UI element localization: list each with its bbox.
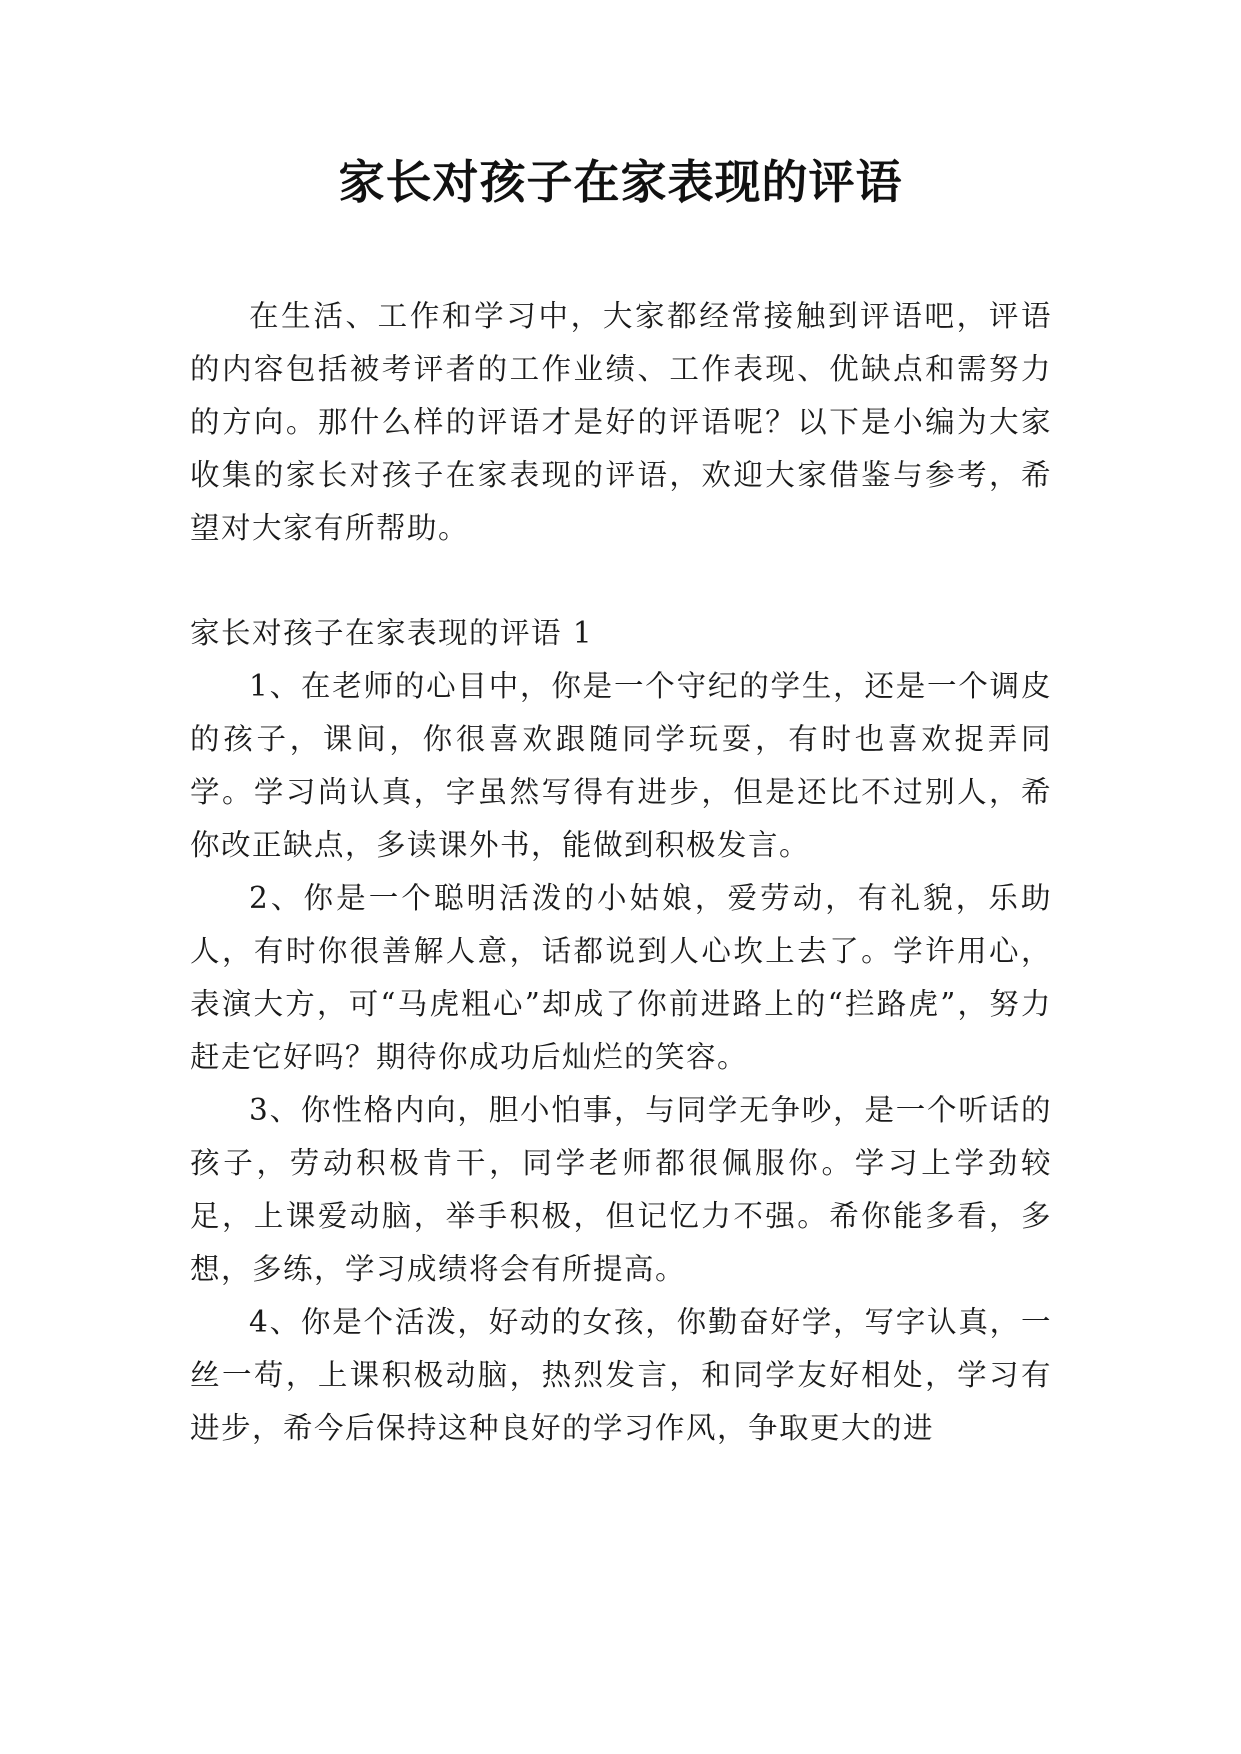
section-heading: 家长对孩子在家表现的评语 1: [190, 616, 594, 650]
document-body: [190, 290, 1052, 1455]
list-item: 1、在老师的心目中，你是一个守纪的学生，还是一个调皮的孩子，课间，你很喜欢跟随同学玩耍，有时也喜欢捉弄同学。学习尚认真，字虽然写得有进步，但是还比不过别人，希你改正缺点，多读课外书，能做到积极发言。: [190, 669, 1052, 862]
intro-paragraph: 在生活、工作和学习中，大家都经常接触到评语吧，评语的内容包括被考评者的工作业绩、工作表现、优缺点和需努力的方向。那什么样的评语才是好的评语呢？以下是小编为大家收集的家长对孩子在家表现的评语，欢迎大家借鉴与参考，希望对大家有所帮助。: [190, 299, 1052, 545]
page-title: 家长对孩子在家表现的评语: [338, 155, 903, 209]
list-item: 2、你是一个聪明活泼的小姑娘，爱劳动，有礼貌，乐助人，有时你很善解人意，话都说到人心坎上去了。学许用心，表演大方，可“马虎粗心”却成了你前进路上的“拦路虎”，努力赶走它好吗？期待你成功后灿烂的笑容。: [190, 881, 1052, 1074]
list-item: 3、你性格内向，胆小怕事，与同学无争吵，是一个听话的孩子，劳动积极肯干，同学老师都很佩服你。学习上学劲较足，上课爱动脑，举手积极，但记忆力不强。希你能多看，多想，多练，学习成绩将会有所提高。: [190, 1093, 1052, 1286]
list-item: 4、你是个活泼，好动的女孩，你勤奋好学，写字认真，一丝一苟，上课积极动脑，热烈发言，和同学友好相处，学习有进步，希今后保持这种良好的学习作风，争取更大的进: [190, 1305, 1052, 1445]
